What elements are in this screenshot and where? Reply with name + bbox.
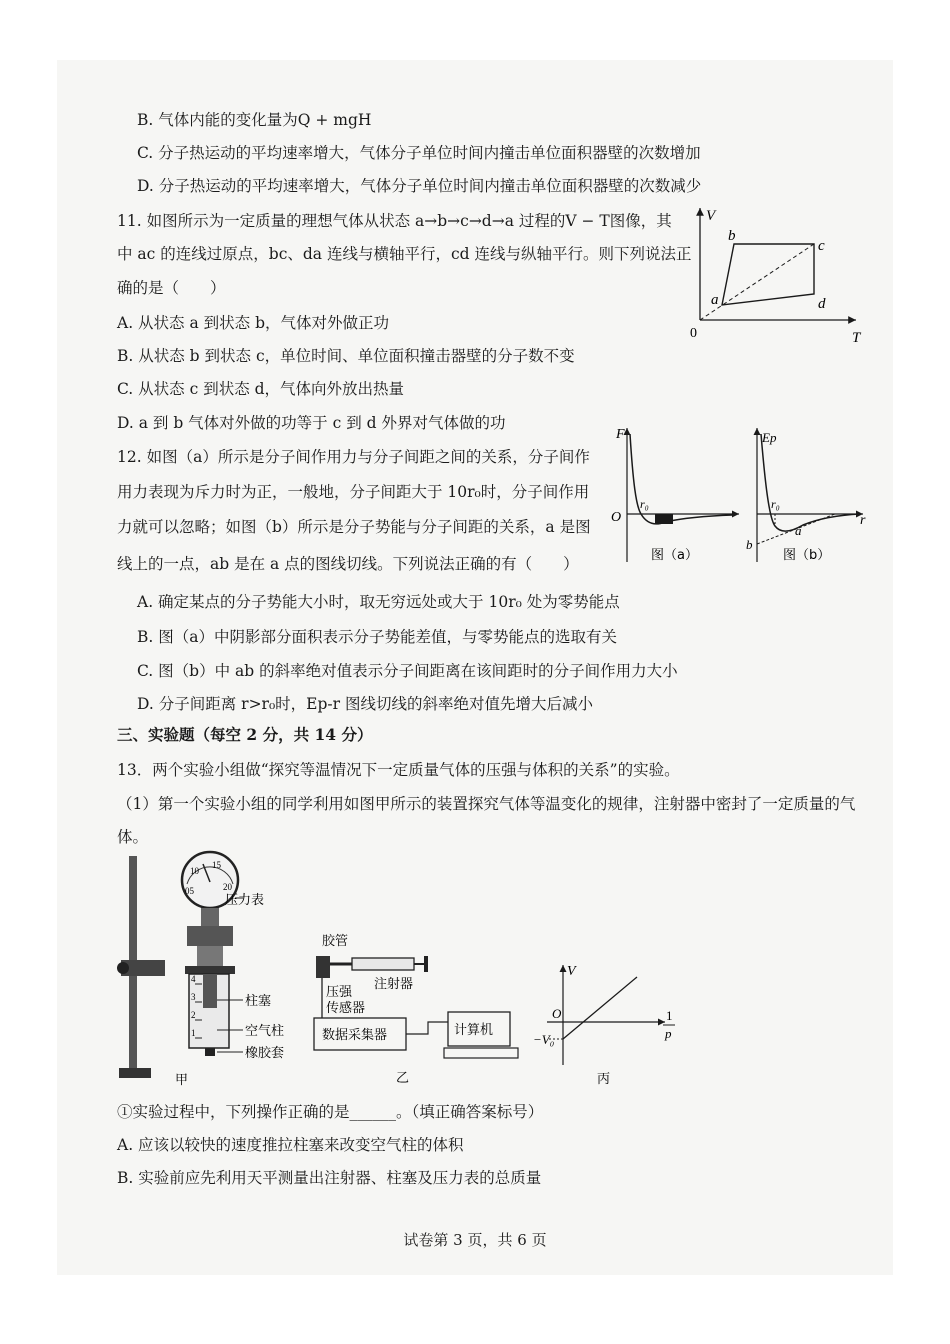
q13-scale-3: 3 — [191, 992, 196, 1002]
q13-part1-line2: 体。 — [117, 828, 149, 846]
q13-sensor-label-2: 传感器 — [326, 1001, 366, 1016]
q12b-axis-ep: Ep — [762, 430, 777, 445]
page-footer: 试卷第 3 页，共 6 页 — [403, 1231, 547, 1249]
section3-title: 三、实验题（每空 2 分，共 14 分） — [117, 725, 373, 744]
q13-fig-bing-caption: 丙 — [597, 1072, 611, 1087]
q12b-r0: r₀ — [771, 497, 780, 511]
q12-option-b: B. 图（a）中阴影部分面积表示分子势能差值，与零势能点的选取有关 — [137, 628, 617, 646]
q12-option-d: D. 分子间距离 r>r₀时，Ep-r 图线切线的斜率绝对值先增大后减小 — [137, 695, 593, 713]
q11-origin: 0 — [690, 326, 697, 341]
q13-bing-origin: O — [552, 1006, 562, 1021]
q13-bing-axis-den: p — [665, 1026, 672, 1041]
q12-stem-line2: 用力表现为斥力时为正，一般地，分子间距大于 10r₀时，分子间作用 — [117, 483, 590, 501]
q10-option-b: B. 气体内能的变化量为Q + mgH — [137, 111, 372, 129]
q13-syringe-label: 注射器 — [374, 977, 414, 992]
q13-fig-jia — [115, 850, 300, 1090]
q12a-r0: r₀ — [640, 497, 649, 511]
q13-computer-label: 计算机 — [454, 1023, 494, 1038]
q11-axis-t: T — [852, 330, 861, 345]
q12b-caption: 图（b） — [783, 548, 831, 563]
q11-point-b: b — [728, 228, 736, 244]
q12-stem-line3: 力就可以忽略；如图（b）所示是分子势能与分子间距的关系，a 是图 — [117, 518, 591, 536]
q11-axis-v: V — [706, 208, 716, 224]
q13-gauge-label: 压力表 — [225, 893, 265, 908]
q12a-caption: 图（a） — [651, 548, 698, 563]
q13-air-label: 空气柱 — [245, 1024, 285, 1039]
q13-dial-15: 15 — [212, 860, 221, 870]
q13-dial-10: 10 — [190, 866, 199, 876]
q12a-axis-f: F — [616, 427, 625, 442]
q13-collector-label: 数据采集器 — [322, 1028, 388, 1043]
q12-stem-line4: 线上的一点，ab 是在 a 点的图线切线。下列说法正确的有（ ） — [117, 555, 579, 573]
q11-option-b: B. 从状态 b 到状态 c，单位时间、单位面积撞击器壁的分子数不变 — [117, 347, 575, 365]
q11-option-a: A. 从状态 a 到状态 b，气体对外做正功 — [117, 314, 389, 332]
q11-stem-line1: 11. 如图所示为一定质量的理想气体从状态 a→b→c→d→a 过程的V − T图像，其 — [117, 212, 672, 230]
q13-fig-yi-caption: 乙 — [396, 1071, 410, 1086]
q13-scale-4: 4 — [191, 974, 196, 984]
q11-stem-line3: 确的是（ ） — [117, 279, 226, 297]
q11-vt-graph — [684, 200, 869, 345]
q12-option-c: C. 图（b）中 ab 的斜率绝对值表示分子间距离在该间距时的分子间作用力大小 — [137, 662, 678, 680]
q11-point-c: c — [818, 238, 825, 254]
q13-option-a: A. 应该以较快的速度推拉柱塞来改变空气柱的体积 — [117, 1136, 464, 1154]
q13-scale-1: 1 — [191, 1028, 196, 1038]
q11-option-d: D. a 到 b 气体对外做的功等于 c 到 d 外界对气体做的功 — [117, 414, 506, 432]
q12b-point-a: a — [795, 523, 802, 538]
q11-option-c: C. 从状态 c 到状态 d，气体向外放出热量 — [117, 380, 405, 398]
q12-graph-b — [735, 422, 875, 572]
q13-scale-2: 2 — [191, 1010, 196, 1020]
q13-dial-05: 05 — [185, 886, 194, 896]
q13-option-b: B. 实验前应先利用天平测量出注射器、柱塞及压力表的总质量 — [117, 1169, 542, 1187]
q13-fig-jia-caption: 甲 — [175, 1073, 189, 1088]
q13-bing-axis-num: 1 — [666, 1008, 673, 1023]
q13-plunger-label: 柱塞 — [245, 994, 272, 1009]
q11-stem-line2: 中 ac 的连线过原点，bc、da 连线与横轴平行，cd 连线与纵轴平行。则下列说法正 — [117, 245, 692, 263]
q13-sub1: ①实验过程中，下列操作正确的是______。（填正确答案标号） — [117, 1103, 544, 1121]
q10-option-c: C. 分子热运动的平均速率增大，气体分子单位时间内撞击单位面积器壁的次数增加 — [137, 144, 701, 162]
q13-fig-bing — [527, 955, 687, 1090]
q11-point-d: d — [818, 296, 826, 312]
q13-rubber-label: 橡胶套 — [245, 1046, 285, 1061]
q13-tube-label: 胶管 — [322, 934, 349, 949]
q13-dial-20: 20 — [223, 882, 232, 892]
q11-point-a: a — [711, 292, 719, 308]
q12a-origin: O — [611, 510, 622, 525]
q13-sensor-label-1: 压强 — [326, 985, 353, 1000]
q10-option-d: D. 分子热运动的平均速率增大，气体分子单位时间内撞击单位面积器壁的次数减少 — [137, 177, 702, 195]
q12b-point-b: b — [746, 537, 753, 552]
q12-graph-a — [603, 422, 743, 572]
q12-option-a: A. 确定某点的分子势能大小时，取无穷远处或大于 10r₀ 处为零势能点 — [137, 593, 620, 611]
q13-bing-axis-v: V — [567, 964, 576, 979]
q12b-axis-r: r — [860, 513, 866, 528]
q13-stem: 13．两个实验小组做“探究等温情况下一定质量气体的压强与体积的关系”的实验。 — [117, 761, 680, 779]
q13-part1-line1: （1）第一个实验小组的同学利用如图甲所示的装置探究气体等温变化的规律，注射器中密封了一定质量的气 — [117, 795, 856, 813]
q13-bing-intercept: −V₀ — [533, 1032, 555, 1047]
q12-stem-line1: 12. 如图（a）所示是分子间作用力与分子间距之间的关系，分子间作 — [117, 448, 590, 466]
